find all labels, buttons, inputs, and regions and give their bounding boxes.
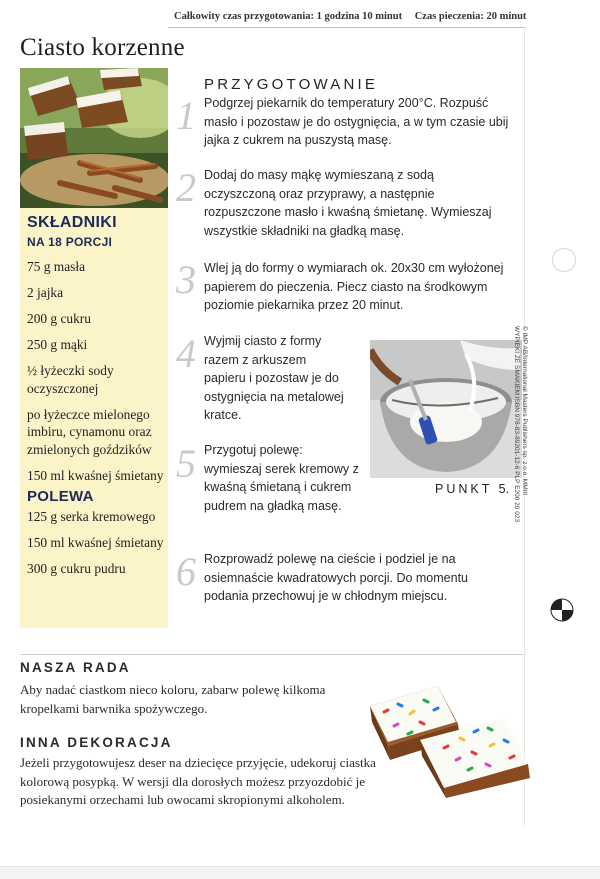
step-text: Rozprowadź polewę na cieście i podziel je na osiemnaście kwadratowych porcji. Do momentu podania przechowuj je w chłodnym miejscu.	[204, 552, 468, 603]
step-text: Podgrzej piekarnik do temperatury 200°C. Rozpuść masło i pozostaw je do ostygnięcia, a w tym czasie ubij jajka z cukrem na puszystą masę.	[204, 96, 509, 147]
ingredient-item: 125 g serka kremowego	[27, 509, 156, 524]
step-number: 1	[176, 93, 196, 138]
ingredient-item: 75 g masła	[27, 259, 86, 274]
caption-word: PUNKT	[435, 482, 493, 496]
ingredient-item: 300 g cukru pudru	[27, 561, 126, 576]
ingredient-item: 150 ml kwaśnej śmietany	[27, 467, 164, 483]
step-text: Wlej ją do formy o wymiarach ok. 20x30 cm wyłożonej papierem do pieczenia. Piecz ciasto na środkowym poziomie piekarnika przez 20 minut.	[204, 261, 504, 312]
step-text: Dodaj do masy mąkę wymieszaną z sodą oczyszczoną oraz przyprawy, a następnie rozpuszczone masło i kwaśną śmietanę. Wymieszaj wszystkie składniki na gładką masę.	[204, 168, 492, 238]
step-number: 5	[176, 441, 196, 486]
ingredient-item: 250 g mąki	[27, 337, 88, 352]
spice-cake-photo	[20, 68, 168, 208]
ingredient-item: 2 jajka	[27, 285, 64, 300]
ingredients-list	[27, 258, 167, 493]
decorated-cake-photo	[364, 678, 534, 798]
tip-text: Aby nadać ciastkom nieco koloru, zabarw polewę kilkoma kropelkami barwnika spożywczego.	[20, 682, 326, 716]
publisher-info	[512, 326, 528, 546]
step-number: 4	[176, 331, 196, 376]
step-text: Przygotuj polewę: wymieszaj serek kremowy z kwaśną śmietaną i cukrem pudrem na gładką masę.	[204, 443, 359, 513]
caption-number: 5.	[498, 482, 510, 496]
preparation-heading: PRZYGOTOWANIE	[204, 76, 379, 93]
step-text: Wyjmij ciasto z formy razem z arkuszem papieru i pozostaw je do ostygnięcia na metalowej kratce.	[204, 334, 344, 422]
section-tab-icon	[550, 598, 574, 622]
decoration-heading: INNA DEKORACJA	[20, 735, 173, 750]
step-number: 3	[176, 257, 196, 302]
step-number: 6	[176, 549, 196, 594]
step-number: 2	[176, 165, 196, 210]
recipe-title: Ciasto korzenne	[20, 34, 185, 61]
decoration-text: Jeżeli przygotowujesz deser na dziecięce przyjęcie, udekoruj ciastka kolorową posypką. W wersji dla dorosłych możesz przyozdobić je posiekanymi orzechami lub owocami skropionymi alkoholem.	[20, 755, 376, 807]
ingredient-item: 150 ml kwaśnej śmietany	[27, 535, 164, 550]
binder-hole	[552, 248, 576, 272]
header-divider	[168, 27, 526, 28]
portions-label: NA 18 PORCJI	[27, 235, 113, 249]
timing-header	[174, 11, 526, 22]
ingredient-item: po łyżeczce mielonego imbiru, cynamonu oraz zmielonych goździków	[27, 406, 152, 457]
icing-heading: POLEWA	[27, 488, 94, 505]
ingredient-item: ½ łyżeczki sody oczyszczonej	[27, 363, 114, 396]
isbn-line: WYPIEKI ZE SMAKIEM ISBN 978-83-89201-12-6 PLP E200 20 023	[513, 326, 520, 523]
copyright-line: © IMP AB/International Masters Publishers sp. z o.o. MMIII	[521, 326, 528, 496]
mixing-bowl-photo	[370, 340, 522, 478]
total-time: Całkowity czas przygotowania: 1 godzina 10 minut	[174, 11, 403, 22]
icing-list	[27, 508, 167, 586]
section-divider	[20, 654, 524, 655]
page-edge	[0, 866, 600, 879]
tip-heading: NASZA RADA	[20, 660, 131, 675]
ingredient-item: 200 g cukru	[27, 311, 91, 326]
ingredients-heading: SKŁADNIKI	[27, 214, 117, 231]
photo-caption	[435, 482, 509, 496]
bake-time: Czas pieczenia: 20 minut	[414, 11, 527, 22]
